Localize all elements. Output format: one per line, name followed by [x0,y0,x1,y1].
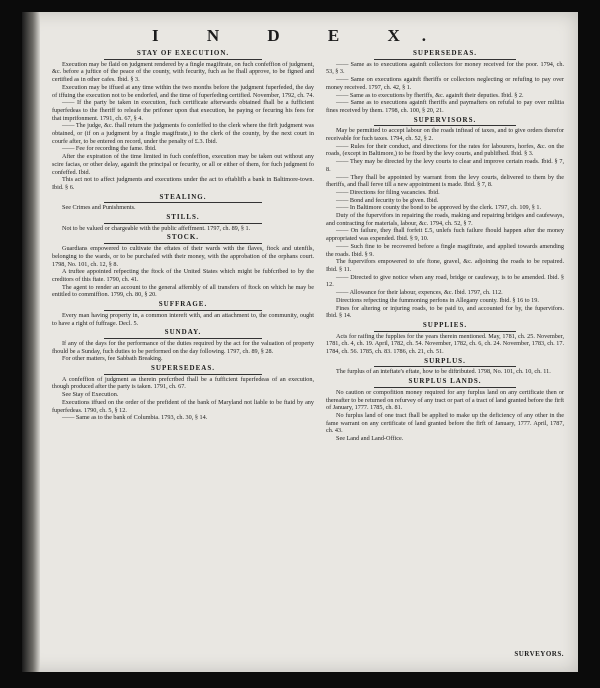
index-entry: For other matters, fee Sabbath Breaking. [62,355,163,363]
index-entry: See Crimes and Punishments. [62,204,136,212]
index-entry: —— Same as to executions againft collectors for money received for the poor. 1794, ch. 53, § 3. [326,60,564,76]
index-entry: If any of the days for the performance of the duties required by the act for the valuation of property fhould be a Sunday, fuch duties to be performed on the day following. 1797, ch. 89, § 28. [52,339,314,355]
index-entry: See Stay of Execution. [62,391,119,399]
index-entry: —— Bond and fecurity to be given. Ibid. [336,196,439,204]
index-entry: No caution or compofition money required for any furplus land on any certificate then or thereafter to be returned on refurvey of any tract or part of a tract of land granted before the firft of January, 1777. 1785, ch. 81. [326,388,564,412]
right-column [326,48,564,443]
index-entry: Execution may be iffued at any time within the two months before the judgment fuperfeded, the day of iffuing the execution not to be endorfed, and the time of fuperfeding certified. November, 1792, ch. 74. [52,83,315,99]
section-heading: STOCK. [52,234,314,244]
index-entry: —— Same on executions againft fheriffs or collectors neglecting or refufing to pay over money received. 1797, ch. 42, § 1. [326,76,564,91]
index-entry: —— Same as to executions againft fheriffs and paymafters on refufal to pay over militia fines received by them. 1798, ch. 100, § 20, 21. [326,99,564,114]
section-heading: STAY OF EXECUTION. [52,50,314,60]
index-entry: —— In Baltimore county the bond to be approved by the clerk. 1797, ch. 109, § 1. [336,204,542,212]
index-entry: Directions refpecting the fummoning perfons in Allegany county. Ibid. § 16 to 19. [336,296,539,304]
section-heading: SUPERVISORS. [326,117,564,127]
index-entry: After the expiration of the time limited in fuch confeffion, execution may be taken out without any scire facias, or other delay, againft the principal or fecurity, or all or either of them, for fuch judgment fo confeffed. Ibid. [52,153,314,176]
index-entry: —— Directions for filing vacancies. Ibid. [336,188,440,196]
index-entry: The furplus of an inteftate's eftate, how to be diftributed. 1798, No. 101, ch. 10, ch. 11. [336,368,551,376]
index-entry: No furplus land of one tract fhall be applied to make up the deficiency of any other in the fame warrant on any certificate of land granted before the firft of January, 1777. April, 1787, ch. 43. [326,411,564,435]
section-heading: SUPPLIES. [326,322,564,332]
index-entry: Execution may be flaid on judgment rendered by a fingle magiftrate, on fuch confeffion of judgment, &c. before a juftice of the peace of the county, with fecurity, fuch as he fhall approve, to be figned and certified as in other cafes. Ibid. § 3. [52,60,314,84]
index-entry: —— Fee for recording the fame. Ibid. [62,145,157,153]
index-entry: —— They may be directed by the levy courts to clear and improve certain roads. Ibid. § 7, 8. [326,158,564,173]
index-entry: —— Same as to the bank of Columbia. 1793, ch. 30, § 14. [62,414,208,422]
index-entry: —— The judge, &c. fhall return the judgments fo confeffed to the clerk where the firft judgment was obtained, or (if on a judgment by a fingle magiftrate,) to the clerk of the county, by the next court in courfe after, to be entered on record, under the penalty of £.3. Ibid. [52,122,314,145]
catchword: SURVEYORS. [514,650,564,658]
section-heading: SURPLUS LANDS. [326,378,564,388]
index-entry: —— On failure, they fhall forfeit £.5, unlefs fuch failure fhould happen after the money appropriated was expended. Ibid. § 9, 10. [326,227,564,243]
index-page [22,12,578,672]
index-entry: Acts for raifing the fupplies for the years therein mentioned. May, 1781, ch. 25. November, 1781, ch. 4, ch. 19. April, 1782, ch. 54. November, 1782, ch. 6, ch. 24. November, 1783, ch. 17. 1784, ch. 56. 1785, ch. 83. 1786, ch. 21, ch. 51. [326,332,564,356]
section-heading: SUPERSEDEAS. [326,50,564,60]
index-entry: May be permitted to accept labour on the roads inftead of taxes, and to give orders therefor receivable for fuch taxes. 1794, ch. 52, § 2. [326,127,564,143]
index-entry: —— Rules for their conduct, and directions for the rates for labourers, horfes, &c. on the roads, (except in Baltimore,) to be fixed by the levy courts, and publifhed. Ibid. § 3. [326,142,564,158]
section-heading: SURPLUS. [326,358,564,368]
section-heading: SUPERSEDEAS. [52,365,314,375]
index-entry: This act not to affect judgments and executions under the act to eftablifh a bank in Baltimore-town. Ibid. § 6. [52,176,314,191]
index-entry: The fupervifors empowered to ufe ftone, gravel, &c. adjoining the roads to be repaired. Ibid. § 11. [326,258,564,273]
section-heading: SUFFRAGE. [52,301,314,311]
index-entry: Every man having property in, a common intereft with, and an attachment to, the community, ought to have a right of fuffrage. Decl. 5. [52,311,314,327]
section-heading: SUNDAY. [52,329,314,339]
index-entry: —— Same as to executions by fheriffs, &c. againft their deputies. Ibid. § 2. [336,91,524,99]
binding-gutter [22,12,40,672]
section-heading: STILLS. [52,214,314,224]
index-entry: Executions iffued on the order of the prefident of the bank of Maryland not liable to be ftaid by any fuperfedeas. 1790, ch. 5, § 12. [52,398,314,414]
index-entry: —— Allowance for their labour, expences, &c. Ibid. 1797, ch. 112. [336,289,503,297]
left-column [52,48,314,422]
index-entry: Fines for altering or injuring roads, to be paid to, and accounted for by, the fupervifors. Ibid. § 14. [326,304,564,320]
index-entry: A confeffion of judgment as therein prefcribed fhall be a fufficient fuperfedeas of an execution, though produced after the party is taken. 1791, ch. 67. [52,375,314,391]
section-heading: STEALING. [52,194,314,204]
index-entry: See Land and Land-Office. [336,435,404,443]
index-entry: —— Such fine to be recovered before a fingle magiftrate, and applied towards amending the roads. Ibid. § 9. [326,242,564,258]
index-entry: A truftee appointed refpecting the ftock of the United States which might be fubfcribed to by the creditors of this ftate. 1790, ch. 41. [52,268,314,283]
index-entry: —— They fhall be appointed by warrant from the levy courts, delivered to them by the fheriffs, and fhall ferve till a new appointment is made. Ibid. § 7, 8. [326,173,564,189]
page-title: I N D E X. [151,26,449,45]
index-entry: Duty of the fupervifors in repairing the roads, making and repairing bridges and caufeways, and contracting for materials, labour, &c. 1794, ch. 52, § 7. [326,212,564,227]
index-entry: Guardians empowered to cultivate the eftates of their wards with the flaves, ftock and utenfils, belonging to the wards, or to be purchafed with their money, with the approbation of the orphans court. 1798, No. 101, ch. 12, § 8. [52,245,314,268]
index-entry: —— Directed to give notice when any road, bridge or caufeway, is to be amended. Ibid. § 12. [326,273,564,289]
index-entry: Not to be valued or chargeable with the public affeffment. 1797, ch. 89, § 1. [62,224,251,232]
index-entry: The agent to render an account to the general affembly of all transfers of ftock on which he may be entitled to commiffion. 1799, ch. 80, § 20. [52,283,314,299]
index-entry: —— If the party be taken in execution, fuch certificate afterwards obtained fhall be a fufficient fuperfedeas to the fheriff to releafe the prifoner upon that execution, he paying or fecuring his fees for that imprifonment. 1791, ch. 67, § 4. [52,99,314,122]
